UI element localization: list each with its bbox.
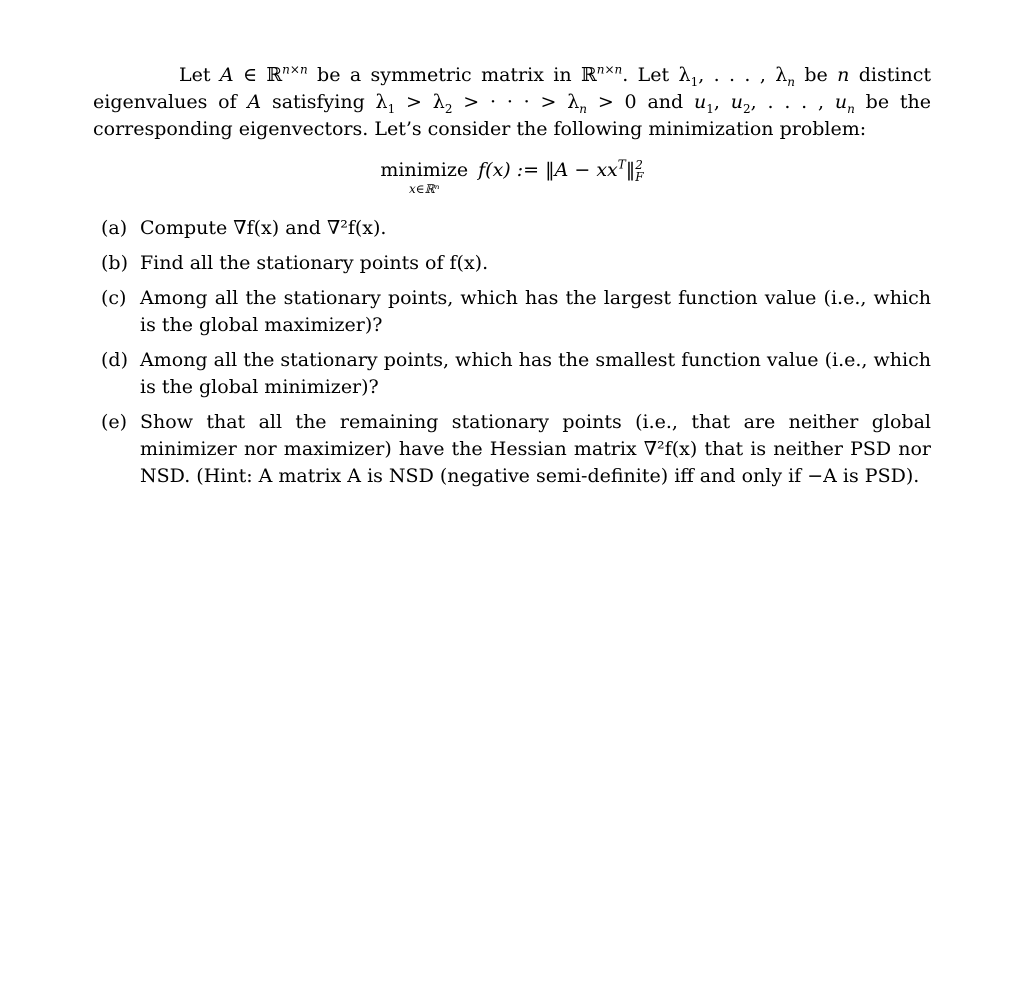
intro-text: . Let λ	[622, 64, 691, 86]
transpose-superscript: T	[617, 157, 626, 172]
question-text: Show that all the remaining stationary points (i.e., that are neither global minimizer nor maximizer) have the Hessian matrix ∇²f(x) that is neither PSD nor NSD. (Hint: A matrix A is NSD (negative semi-definite) iff and only if −A is PSD).	[140, 411, 931, 487]
subscript: 2	[444, 101, 453, 116]
norm-bar: ‖	[625, 159, 636, 181]
question-marker: (d)	[101, 349, 128, 371]
question-marker: (e)	[101, 411, 128, 433]
minimize-operator	[380, 157, 468, 195]
question-text: Among all the stationary points, which has the largest function value (i.e., which is the global maximizer)?	[140, 287, 931, 336]
intro-text: distinct eigenvalues of	[93, 64, 931, 113]
question-text: Find all the stationary points of f(x).	[140, 252, 489, 274]
objective-text: f(x) := ‖A − xx	[478, 159, 618, 181]
objective-expression	[478, 157, 643, 184]
n-symbol: n	[837, 64, 850, 86]
minimization-formula	[93, 157, 931, 201]
intro-text: > · · · > λ	[452, 91, 580, 113]
intro-text: , . . . , λ	[698, 64, 788, 86]
intro-text: be the corresponding eigenvectors. Let’s consider the following minimization problem:	[93, 91, 931, 140]
question-marker: (a)	[101, 217, 128, 239]
question-item-d	[93, 347, 931, 401]
intro-paragraph	[93, 62, 931, 143]
vector-symbol: u	[730, 91, 743, 113]
subscript: 1	[690, 74, 699, 89]
question-item-a	[93, 215, 931, 242]
norm-subscript: F	[635, 170, 644, 184]
question-item-b	[93, 250, 931, 277]
intro-text: > 0 and	[587, 91, 694, 113]
question-text: Among all the stationary points, which has the smallest function value (i.e., which is the global minimizer)?	[140, 349, 931, 398]
minimize-domain: x∈ℝⁿ	[409, 182, 440, 196]
intro-text: Let	[179, 64, 220, 86]
matrix-symbol: A	[247, 91, 262, 113]
norm-power: 2	[635, 158, 643, 172]
dimension-superscript: n×n	[282, 62, 308, 77]
subscript: n	[579, 101, 588, 116]
question-item-e	[93, 409, 931, 490]
intro-text: > λ	[395, 91, 445, 113]
subscript: 1	[706, 101, 714, 116]
vector-symbol: u	[694, 91, 707, 113]
intro-text: ∈ ℝ	[233, 64, 283, 86]
subscript: 2	[743, 101, 751, 116]
matrix-symbol: A	[219, 64, 234, 86]
norm-indices	[635, 159, 643, 183]
intro-text: ,	[713, 91, 731, 113]
question-marker: (b)	[101, 252, 128, 274]
problem-document	[93, 62, 931, 498]
minimize-word: minimize	[380, 159, 469, 181]
vector-symbol: u	[834, 91, 848, 113]
subscript: n	[787, 74, 795, 89]
intro-text: be a symmetric matrix in ℝ	[307, 64, 597, 86]
question-list	[93, 215, 931, 490]
intro-text: satisfying λ	[261, 91, 388, 113]
intro-text: , . . . ,	[750, 91, 835, 113]
question-text: Compute ∇f(x) and ∇²f(x).	[140, 217, 387, 239]
question-marker: (c)	[101, 287, 127, 309]
intro-text: be	[795, 64, 838, 86]
dimension-superscript: n×n	[596, 62, 623, 77]
subscript: n	[847, 101, 855, 116]
question-item-c	[93, 285, 931, 339]
subscript: 1	[387, 101, 396, 116]
